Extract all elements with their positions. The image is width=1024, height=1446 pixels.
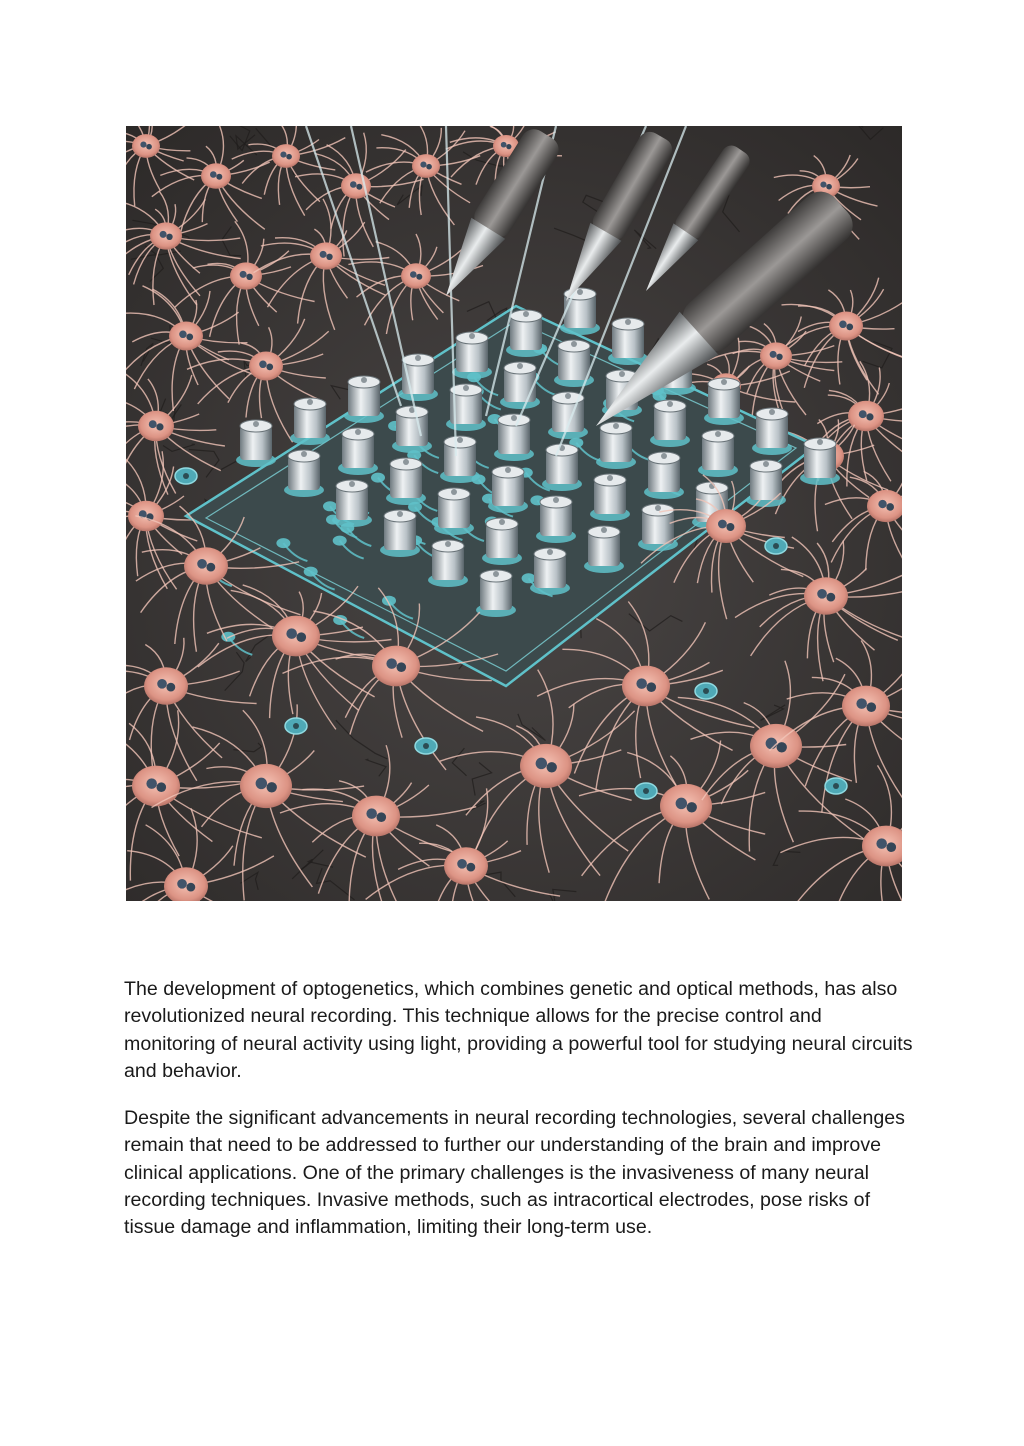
electrode-pin xyxy=(482,518,522,565)
neuron-bead xyxy=(296,632,306,642)
neuron-bead xyxy=(766,738,777,749)
electrode-tip xyxy=(493,571,499,577)
neural-electrode-array-illustration xyxy=(126,126,902,901)
neuron-bead xyxy=(770,351,777,358)
electrode-tip xyxy=(661,453,667,459)
neuron-bead xyxy=(157,679,167,689)
electrode-tip xyxy=(361,377,367,383)
neuron-bead xyxy=(320,251,327,258)
neuron-bead xyxy=(886,503,894,511)
electrode-pin xyxy=(338,428,378,475)
neuron-bead xyxy=(820,182,826,188)
neuron-bead xyxy=(259,361,266,368)
electrode-tip xyxy=(607,475,613,481)
tissue-marker-center xyxy=(293,723,299,729)
electrode-pin xyxy=(800,438,840,485)
neuron-bead xyxy=(506,144,511,149)
electrode-tip xyxy=(253,421,259,427)
neuron-bead xyxy=(156,782,166,792)
electrode-pin xyxy=(452,332,492,379)
neuron-bead xyxy=(179,331,186,338)
electrode-tip xyxy=(625,319,631,325)
tissue-marker-center xyxy=(703,688,709,694)
neuron-bead xyxy=(186,883,195,892)
neuron-bead xyxy=(718,520,727,529)
tissue-marker-center xyxy=(773,543,779,549)
electrode-tip xyxy=(547,549,553,555)
neuron-bead xyxy=(240,271,247,278)
neuron-bead xyxy=(356,184,362,190)
neuron-bead xyxy=(878,500,886,508)
electrode-tip xyxy=(355,429,361,435)
neuron-bead xyxy=(246,274,252,280)
electrode-pin xyxy=(440,436,480,483)
electrode-tip xyxy=(565,393,571,399)
chip-pad xyxy=(522,573,536,583)
neuron-bead xyxy=(286,628,297,639)
electrode-tip xyxy=(553,497,559,503)
electrode-tip xyxy=(763,461,769,467)
neuron-bead xyxy=(177,879,187,889)
electrode-pin xyxy=(554,340,594,387)
electrode-pin xyxy=(290,398,330,445)
electrode-pin xyxy=(650,400,690,447)
electrode-tip xyxy=(517,363,523,369)
electrode-pin xyxy=(542,444,582,491)
electrode-tip xyxy=(715,431,721,437)
neuron-bead xyxy=(286,154,292,160)
neuron-bead xyxy=(536,758,547,769)
electrode-pin xyxy=(548,392,588,439)
electrode-pin xyxy=(698,430,738,477)
electrode-pin xyxy=(332,480,372,527)
neuron-bead xyxy=(466,863,475,872)
electrode-tip xyxy=(571,341,577,347)
electrode-tip xyxy=(499,519,505,525)
electrode-tip xyxy=(667,401,673,407)
electrode-pin xyxy=(608,318,648,365)
neuron-bead xyxy=(856,698,867,709)
electrode-pin xyxy=(506,310,546,357)
tissue-marker-center xyxy=(423,743,429,749)
neuron-bead xyxy=(426,164,432,170)
neuron-bead xyxy=(646,682,656,692)
electrode-tip xyxy=(523,311,529,317)
electrode-tip xyxy=(655,505,661,511)
electrode-pin xyxy=(380,510,420,557)
tissue-marker-center xyxy=(833,783,839,789)
electrode-pin xyxy=(530,548,570,595)
neuron-bead xyxy=(350,181,357,188)
electrode-tip xyxy=(721,379,727,385)
electrode-pin xyxy=(284,450,324,497)
paragraph-2: Despite the significant advancements in neural recording technologies, several challenges remain that need to be addressed to further our understanding of the brain and improve clinical applications. One of the primary challenges is the invasiveness of many neural recording techniques. Invasive methods, such as intracortical electrodes, pose risks of tissue damage and inflammation, limiting their long-term use. xyxy=(124,1107,905,1239)
electrode-pin xyxy=(638,504,678,551)
chip-pad xyxy=(371,473,385,483)
neuron-bead xyxy=(197,559,207,569)
neuron-bead xyxy=(366,808,377,819)
electrode-tip xyxy=(451,489,457,495)
body-text xyxy=(124,976,914,1262)
paragraph-1: The development of optogenetics, which combines genetic and optical methods, has also revolutionized neural recording. This technique allows for the precise control and monitoring of neural activity using light, providing a powerful tool for studying neural circuits and behavior. xyxy=(124,978,913,1082)
neuron-bead xyxy=(676,798,687,809)
neuron-bead xyxy=(687,802,697,812)
neuron-bead xyxy=(839,321,846,328)
electrode-tip xyxy=(769,409,775,415)
neuron-bead xyxy=(216,174,222,180)
electrode-tip xyxy=(457,437,463,443)
electrode-pin xyxy=(344,376,384,423)
neuron-bead xyxy=(146,778,157,789)
neuron-bead xyxy=(376,812,386,822)
electrode-pin xyxy=(584,526,624,573)
chip-pad xyxy=(304,567,318,577)
electrode-pin xyxy=(446,384,486,431)
electrode-pin xyxy=(494,414,534,461)
neuron-bead xyxy=(457,859,467,869)
neuron-bead xyxy=(776,354,782,360)
electrode-tip xyxy=(505,467,511,473)
neuron-bead xyxy=(416,274,422,280)
neuron-bead xyxy=(267,782,277,792)
electrode-pin xyxy=(704,378,744,425)
electrode-pin xyxy=(476,570,516,617)
neuron-bead xyxy=(859,410,867,418)
tissue-marker-center xyxy=(183,473,189,479)
electrode-tip xyxy=(577,289,583,295)
electrode-pin xyxy=(536,496,576,543)
electrode-tip xyxy=(469,333,475,339)
neuron-bead xyxy=(846,323,853,330)
neuron-bead xyxy=(396,662,406,672)
neuron-bead xyxy=(166,234,172,240)
neuron-bead xyxy=(266,363,273,370)
electrode-tip xyxy=(403,459,409,465)
neuron-bead xyxy=(636,678,647,689)
neuron-bead xyxy=(777,742,787,752)
chip-pad xyxy=(276,538,290,548)
neuron-bead xyxy=(386,658,397,669)
electrode-tip xyxy=(817,439,823,445)
electrode-pin xyxy=(434,488,474,535)
neuron-bead xyxy=(166,683,175,692)
electrode-pin xyxy=(644,452,684,499)
neuron-bead xyxy=(866,413,873,420)
electrode-tip xyxy=(511,415,517,421)
illustration-canvas xyxy=(126,126,902,901)
electrode-tip xyxy=(307,399,313,405)
electrode-tip xyxy=(613,423,619,429)
neuron-bead xyxy=(547,762,557,772)
electrode-tip xyxy=(619,371,625,377)
electrode-tip xyxy=(601,527,607,533)
electrode-pin xyxy=(596,422,636,469)
electrode-pin xyxy=(488,466,528,513)
neuron-bead xyxy=(420,162,426,168)
neuron-bead xyxy=(160,231,167,238)
electrode-tip xyxy=(397,511,403,517)
electrode-pin xyxy=(752,408,792,455)
neuron-bead xyxy=(206,563,215,572)
neuron-bead xyxy=(140,142,146,148)
electrode-pin xyxy=(386,458,426,505)
neuron-bead xyxy=(886,842,896,852)
neuron-bead xyxy=(866,702,876,712)
electrode-tip xyxy=(349,481,355,487)
neuron-bead xyxy=(826,593,835,602)
neuron-bead xyxy=(826,184,832,190)
electrode-pin xyxy=(746,460,786,507)
electrode-tip xyxy=(445,541,451,547)
chip-pad xyxy=(333,536,347,546)
neuron-bead xyxy=(146,144,152,150)
neuron-bead xyxy=(876,838,887,849)
electrode-tip xyxy=(463,385,469,391)
neuron-bead xyxy=(726,523,734,531)
neuron-bead xyxy=(501,142,507,148)
neuron-bead xyxy=(817,589,827,599)
electrode-pin xyxy=(392,406,432,453)
neuron-bead xyxy=(256,778,267,789)
electrode-pin xyxy=(236,420,276,467)
neuron-bead xyxy=(280,152,286,158)
tissue-marker-center xyxy=(643,788,649,794)
neuron-bead xyxy=(186,333,193,340)
neuron-bead xyxy=(410,271,417,278)
neuron-bead xyxy=(326,254,332,260)
electrode-tip xyxy=(301,451,307,457)
neuron-bead xyxy=(210,171,217,178)
electrode-pin xyxy=(428,540,468,587)
electrode-pin xyxy=(590,474,630,521)
neuron-bead xyxy=(149,420,157,428)
chip-pad xyxy=(323,501,337,511)
electrode-tip xyxy=(415,355,421,361)
neuron-bead xyxy=(156,423,163,430)
